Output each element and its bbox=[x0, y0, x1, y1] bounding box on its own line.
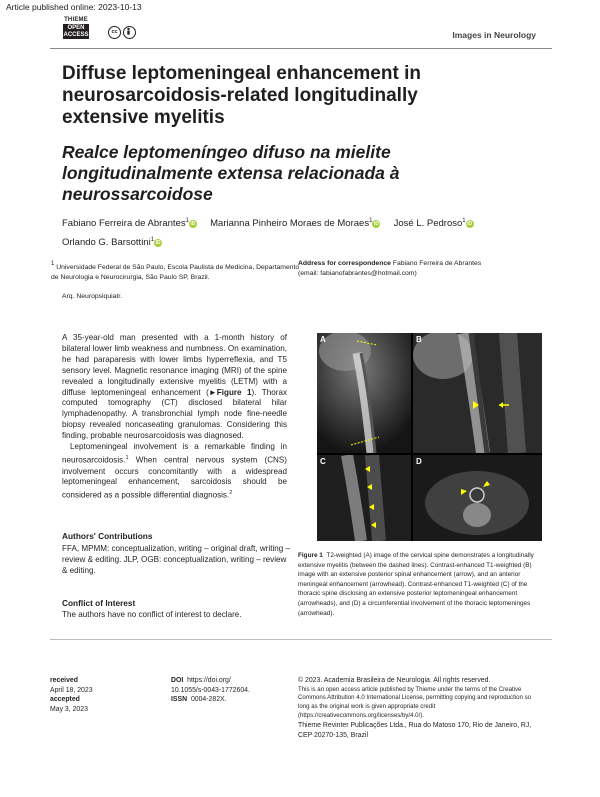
correspondence-email[interactable]: (email: fabianofabrantes@hotmail.com) bbox=[298, 270, 417, 277]
mri-thoracic-sagittal-image bbox=[317, 455, 411, 541]
author[interactable]: Marianna Pinheiro Moraes de Moraes$^1$ iD bbox=[210, 218, 379, 229]
figure-1-link[interactable]: ►Figure 1 bbox=[208, 387, 252, 397]
affiliation: 1 Universidade Federal de São Paulo, Escola Paulista de Medicina, Departamento de Neurologia e Neurocirurgia, São Paulo SP, Brazil. bbox=[51, 261, 300, 281]
conflict-heading: Conflict of Interest bbox=[62, 598, 136, 608]
paragraph-2: Leptomeningeal involvement is a remarkable finding in neurosarcoidosis.$^1$ When central nervous system (CNS) involvement occurs concomitantly with a widespread leptomeningeal enhancement, sarcoidosis should be considered as a possible differential diagnosis.$^2$ bbox=[62, 442, 287, 501]
ref-1[interactable]: 1 bbox=[125, 454, 129, 461]
copyright-column: © 2023. Academia Brasileira de Neurologia. All rights reserved. This is an open access article published by Thieme under the terms of the Creative Commons Attribution 4.0 International License, permitting copying and reproduction so long as the original work is given appropriate credit (https://creativecommons.org/licenses/by/4.0/). Thieme Revinter Publicações Ltda., Rua do Matoso 170, Rio de Janeiro, RJ, CEP 20270-135, Brazil bbox=[298, 676, 538, 740]
conflict-text: The authors have no conflict of interest to declare. bbox=[62, 610, 242, 619]
mri-sagittal-t2-image bbox=[317, 333, 411, 453]
figure-1 bbox=[317, 333, 542, 541]
logo-box bbox=[63, 24, 89, 39]
logo-line2: OPEN bbox=[67, 25, 85, 31]
article-body bbox=[62, 333, 287, 502]
panel-c bbox=[317, 455, 411, 541]
publication-date: Article published online: 2023-10-13 bbox=[6, 2, 142, 12]
contributions-heading: Authors' Contributions bbox=[62, 531, 153, 541]
article-title: Diffuse leptomeningeal enhancement in neurosarcoidosis-related longitudinally extensive myelitis bbox=[62, 63, 421, 128]
panel-d bbox=[413, 455, 542, 541]
doi-link[interactable]: https://doi.org/ bbox=[187, 677, 231, 684]
logo-line1: THIEME bbox=[64, 17, 88, 23]
panel-a bbox=[317, 333, 411, 453]
thieme-open-access-logo bbox=[62, 17, 90, 39]
mri-thoracic-axial-image bbox=[413, 455, 542, 541]
license-text: This is an open access article published by Thieme under the terms of the Creative Commons Attribution 4.0 International License, permitting copying and reproduction so long as the original work is given appropriate credit (https://creativecommons.org/licenses/by/4.0/). bbox=[298, 685, 532, 720]
dates-column: received April 18, 2023 accepted May 3, 2023 bbox=[50, 677, 93, 713]
section-label: Images in Neurology bbox=[452, 30, 536, 40]
orcid-icon[interactable]: iD bbox=[190, 221, 196, 227]
logo-line3: ACCESS bbox=[63, 31, 89, 38]
orcid-icon[interactable]: iD bbox=[467, 221, 473, 227]
doi-link-cont[interactable]: 10.1055/s-0043-1772604. bbox=[171, 686, 250, 694]
contributions-text: FFA, MPMM: conceptualization, writing – original draft, writing – review & editing. JLP, OGB: conceptualization, writing – review & editing. bbox=[62, 544, 291, 575]
footer-rule bbox=[50, 639, 552, 640]
paragraph-1: A 35-year-old man presented with a 1-month history of bilateral lower limb weakness and numbness. On examination, he had paraparesis with lower limbs hyperreflexia, and T5 sensory level. Magnetic resonance imaging (MRI) of the spine revealed a longitudinally extensive myelitis (LETM) with a diffuse leptomeningeal enhancement (►Figure 1). Thorax computed tomography (CT) disclosed bilateral hilar lymphadenopathy. A transbronchial lymph node fine-needle biopsy revealed noncaseating granulomas. Considering this finding, probable neurosarcoidosis was diagnosed. bbox=[62, 333, 287, 441]
article-title-portuguese: Realce leptomeníngeo difuso na mielite longitudinalmente extensa relacionada à neurossarcoidose bbox=[62, 142, 400, 204]
panel-label: D bbox=[416, 457, 422, 466]
journal-abbrev: Arq. Neuropsiquiatr. bbox=[62, 293, 123, 300]
figure-caption: Figure 1 T2-weighted (A) image of the cervical spine demonstrates a longitudinally extensive myelitis (between the dashed lines). Contrast-enhanced T1-weighted (B) image with an extensive posterior spinal enhancement (arrow), and an anterior meningeal enhancement (arrowhead). Contrast-enhanced T1-weighted (C) of the thoracic spine disclosing an extensive posterior leptomeningeal enhancement (arrowheads), and (D) a circumferential involvement of the thoracic leptomeninges (arrowhead). bbox=[298, 552, 534, 617]
orcid-icon[interactable]: iD bbox=[155, 240, 161, 246]
author[interactable]: Orlando G. Barsottini$^1$ iD bbox=[62, 237, 161, 248]
panel-label: C bbox=[320, 457, 326, 466]
by-icon bbox=[123, 26, 136, 39]
license-icons bbox=[108, 26, 136, 39]
panel-label: A bbox=[320, 335, 326, 344]
author[interactable]: Fabiano Ferreira de Abrantes$^1$ iD bbox=[62, 218, 196, 229]
orcid-icon[interactable]: iD bbox=[373, 221, 379, 227]
panel-label: B bbox=[416, 335, 422, 344]
ref-2[interactable]: 2 bbox=[229, 490, 233, 497]
header-rule bbox=[50, 48, 552, 49]
author[interactable]: José L. Pedroso$^1$ iD bbox=[393, 218, 473, 229]
author-list bbox=[62, 213, 522, 251]
panel-b bbox=[413, 333, 542, 453]
correspondence: Address for correspondence Fabiano Ferreira de Abrantes (email: fabianofabrantes@hotmail.com) bbox=[298, 260, 482, 277]
mri-sagittal-t1-contrast-image bbox=[413, 333, 542, 453]
doi-column: DOI https://doi.org/ 10.1055/s-0043-1772604. ISSN 0004-282X. bbox=[171, 676, 291, 705]
cc-icon: cc bbox=[108, 26, 121, 39]
